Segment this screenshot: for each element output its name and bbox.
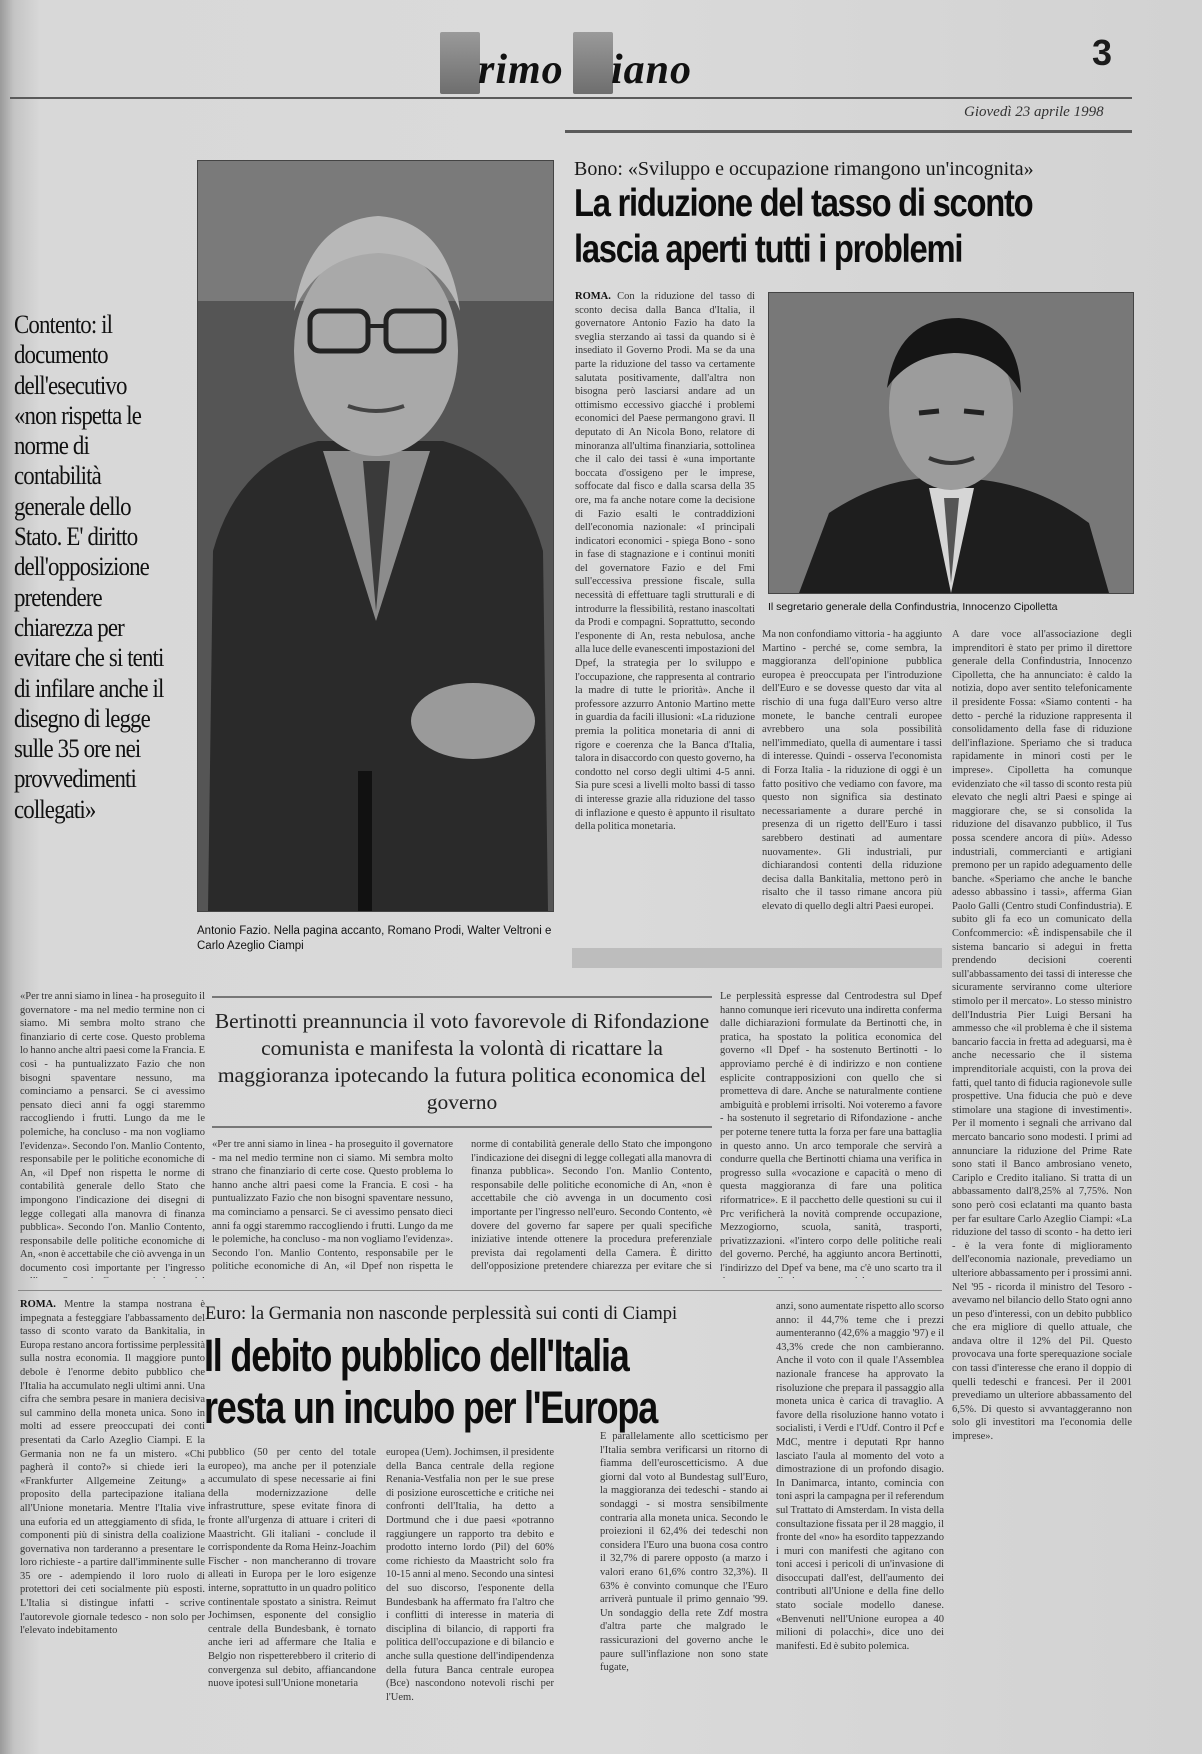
story3-column-5: anzi, sono aumentate rispetto allo scorso anno: il 44,7% teme che i prezzi aumenteranno (42,6% a maggio '97) e il 43,3% crede che non cambieranno. Anche il voto con il quale l'Assemblea nazionale francese ha approvato la risoluzione che prepara il passaggio alla moneta unica è carica di travaglio. A favore della risoluzione hanno votato i socialisti, i Verdi e l'Udf. Contro il Pcf e MdC, mentre i deputati Rpr hanno lasciato l'aula al momento del voto a dimostrazione di un profondo disagio. In Danimarca, intanto, comincia con toni aspri la campagna per il referendum sul Trattato di Amsterdam. In vista della consultazione fissata per il 28 maggio, il fronte del «no» ha esordito tappezzando i muri con manifesti che agitano con toni accesi i pericoli di un'invasione di disoccupati dall'est, dell'aumento dei contributi all'Unione e della fine dello stato sociale modello danese. «Benvenuti nell'Unione europea a 40 milioni di polacchi», dice uno dei manifesti. Ed è subito polemica. — [776, 1301, 944, 1652]
masthead-initial-p2 — [573, 32, 613, 94]
story1-column-2: Ma non confondiamo vittoria - ha aggiunto Martino - perché se, come sembra, la maggioranza dell'opinione pubblica europea è preoccupata per l'introduzione dell'Euro e se dovesse questo dar vita al rischio di una fuga dall'Euro verso altre monete, le banche centrali europee avrebbero una sola possibilità nell'immediato, quella di aumentare i tassi di interesse. Quindi - osserva l'economista di Forza Italia - la riduzione di oggi è un fatto positivo che vediamo con favore, ma questo non significa sia destinato necessariamente a durare perché in presenza di un rigetto dell'Euro i tassi sarebbero destinati ad aumentare nuovamente». Gli industriali, pur dichiarandosi contenti della riduzione decisa dalla Bankitalia, mettono però in risalto che il tasso rimane ancora più elevato di quello degli altri Paesi europei. — [762, 629, 942, 912]
issue-date: Giovedì 23 aprile 1998 — [964, 104, 1104, 120]
cipolletta-photo-caption: Il segretario generale della Confindustria, Innocenzo Cipolletta — [768, 601, 1058, 613]
fazio-photo-caption: Antonio Fazio. Nella pagina accanto, Romano Prodi, Walter Veltroni e Carlo Azeglio Ciampi — [197, 925, 552, 952]
story1-headline-line2: lascia aperti tutti i problemi — [574, 228, 963, 271]
story3-headline-line1: Il debito pubblico dell'Italia — [204, 1330, 629, 1381]
story3-column-3: europea (Uem). Jochimsen, il presidente della Banca centrale della regione Renania-Vestfalia non per le sue prese di posizione euroscettiche e critiche nei confronti dell'Italia, ha detto a Dortmund che i due paesi «potranno raggiungere un rapporto tra debito e prodotto interno lordo (Pil) del 60% come richiesto da Maastricht solo fra 10-15 anni al meno. Secondo una sintesi del suo discorso, l'esponente della Bundesbank ha affermato fra l'altro che i conflitti di interesse in materia di disciplina di bilancio, di rapporti fra politica dell'occupazione e di bilancio e anche sulla questione dell'indipendenza della futura Banca centrale europea (Bce) nascondono notevoli rischi per l'Uem. — [386, 1447, 554, 1703]
story3-column-2: pubblico (50 per cento del totale europeo), ma anche per il potenziale accumulato di spese necessarie ai fini della modernizzazione delle infrastrutture, spese evitate finora di fronte all'urgenza di attuare i criteri di Maastricht. Gli italiani - conclude il corrispondente da Roma Heinz-Joachim Fischer - non mancheranno di trovare alleati in Europa per le loro esigenze interne, soprattutto in un quadro politico continentale spostato a sinistra. Reimut Jochimsen, esponente del consiglio centrale della Bundesbank, è tornato anche ieri ad affermare che Italia e Belgio non rispetterebbero il criterio di convergenza sul debito, affiancandone nuove ipotesi sull'Unione monetaria — [208, 1447, 376, 1690]
story3-headline-line2: resta un incubo per l'Europa — [204, 1382, 658, 1433]
story2-column-1: «Per tre anni siamo in linea - ha proseguito il governatore - ma nel medio termine non ci siamo. Mi sembra molto strano che finanziario di certe cose. Questo problema lo hanno anche altri paesi come la Francia. E così - ha puntualizzato Fazio che non bisogni spaventare nessuno, ma cominciamo a pensarci. Se ci avessimo pensato dieci anni fa oggi staremmo raccogliendo i frutti. Lungo da me le polemiche, ha concluso - ma non vogliamo l'evidenza». Secondo l'on. Manlio Contento, responsabile per le politiche economiche di An, «il Dpef non rispetta le norme di contabilità generale dello Stato che impongono l'indicazione dei disegni di legge collegati alla manovra di finanza pubblica». Secondo l'on. Manlio Contento, responsabile delle politiche economiche di An, «non è accettabile che ciò avvenga in un documento così importante per l'ingresso — [20, 991, 205, 1274]
story2-deck: Bertinotti preannuncia il voto favorevole di Rifondazione comunista e manifesta la volontà di ricattare la maggioranza ipotecando la futura politica economica del governo — [212, 996, 712, 1128]
story1-column-1 — [575, 290, 755, 930]
pull-quote: Contento: il documento dell'esecutivo «non rispetta le norme di contabilità generale dello Stato. E' diritto dell'opposizione pretendere chiarezza per evitare che si tenti di infilare anche il disegno di legge sulle 35 ore nei provvedimenti collegati» — [14, 310, 164, 824]
masthead-initial-p1 — [440, 32, 480, 94]
masthead-rule — [10, 97, 1132, 99]
masthead-word-2: iano — [611, 47, 693, 93]
story1-top-rule — [565, 130, 1132, 133]
story3-dateline: ROMA. — [20, 1299, 56, 1310]
story2-column-1b: «Per tre anni siamo in linea - ha proseguito il governatore - ma nel medio termine non ci siamo. Mi sembra molto strano che finanziario di certe cose. Questo problema lo hanno anche altri paesi come la Francia. E così - ha puntualizzato Fazio che non bisogni spaventare nessuno, ma cominciamo a pensarci. Se ci avessimo pensato dieci anni fa oggi staremmo raccogliendo i frutti. Lungo da me le polemiche, ha concluso - ma non vogliamo l'evidenza». Secondo l'on. Manlio Contento, responsabile per le politiche economiche di An, «il Dpef non rispetta le norme di contabilità generale dello Stato che impongono l'indicazione dei disegni di legge collegati alla manovra di finanza pubblica». Secondo l'on. Manlio Contento, responsabile delle politiche economiche di An, «non è accettabile che ciò avvenga in un documento così importante per l'ingresso nell'euro. Secondo Contento, «è dovere del governo far sapere per quali specifiche iniziative intende ottenere la procedura preferenziale prevista dai regolamenti della Camera. È diritto dell'opposizione pretendere chiarezza per evitare che si — [212, 1139, 712, 1273]
fazio-photo-figure — [198, 161, 553, 911]
fazio-photo — [197, 160, 554, 912]
masthead-word-1: rimo — [478, 47, 564, 93]
story1-dateline: ROMA. — [575, 291, 611, 302]
story1-column-3: A dare voce all'associazione degli imprenditori è stato per primo il direttore generale della Confindustria, Innocenzo Cipolletta, che ha annunciato: è caldo la notizia, dopo aver sentito telefonicamente il presidente Fossa: «Siamo contenti - ha detto - perché la riduzione rappresenta il consolidamento della fase di riduzione dell'inflazione. Speriamo che si traduca rapidamente in minori costi per le imprese». Cipolletta ha comunque evidenziato che «il tasso di sconto resta più elevato che negli altri Paesi e spinge ai maggiorare che, se si consolida la riduzione del disavanzo pubblico, il Tus possa scendere ancora di più». Adesso industriali, commercianti e artigiani premono per un rapido adeguamento delle banche. «Speriamo che anche le banche adesso abbassino i tassi», afferma Gian Paolo Galli (Centro studi Confindustria). E subito gli fa eco un comunicato della Confcommercio: «È indispensabile che il sistema bancario si adegui in fretta prendendo decisioni coerenti sull'abbassamento dei tassi di interesse che sicuramente serviranno come ulteriore stimolo per il mercato». Lo stesso ministro dell'Industria Pier Luigi Bersani ha ammesso che «il problema è che il sistema bancario faccia in fretta ad adeguarsi, ma è anche necessario che il sistema imprenditoriale acquisti, con la prova dei fatti, quel tanto di fiducia ragionevole sulle prospettive. Una fiducia che può e deve stimolare una stagione di investimenti». Per il momento i segnali che arrivano dal mercato bancario sono modesti. I primi ad annunciare la riduzione del Prime Rate sono stati il Banco ambrosiano veneto, Cariplo e Credito italiano. Si tratta di un abbassamento dall'8,25% al 7,75%. Non sono però così eclatanti ma quanto basta per far esultare Carlo Azeglio Ciampi: «La riduzione del tasso di sconto - ha detto ieri - è la vera fonte di miglioramento dell'economia nazionale, prevediamo un ulteriore abbassamento per i prossimi anni. Nel '95 - ricorda il ministro del Tesoro - avevamo nel bilancio dello Stato ogni anno un peso d'interessi, con un debito pubblico che era migliore di quello attuale, che andava oltre il 12% del Pil. Questo provocava una forte sperequazione sociale con tassi d'interesse che erano il doppio di quelli tedeschi e francesi. Per il 2001 prevediamo un ulteriore abbassamento del 6,5%. Di questo si avvantaggeranno non solo gli investitori ma l'economia delle imprese». — [952, 629, 1132, 1443]
cipolletta-photo-figure — [769, 293, 1133, 593]
story3-kicker: Euro: la Germania non nasconde perplessità sui conti di Ciampi — [205, 1304, 678, 1324]
story1-headline-line1: La riduzione del tasso di sconto — [574, 182, 1033, 225]
masthead — [440, 28, 720, 98]
story1-kicker: Bono: «Sviluppo e occupazione rimangono un'incognita» — [574, 158, 1034, 180]
story3-column-1-text: Mentre la stampa nostrana è impegnata a festeggiare l'abbassamento del tasso di sconto varato da Bankitalia, in Europa restano ancora fortissime perplessità sulla nostra economia. Il maggiore punto debole è l'enorme debito pubblico che l'Italia ha accumulato negli ultimi anni. Una cifra che sembra pesare in maniera decisiva sul cammino della moneta unica. Sono in molti ad essere preoccupati dei conti presentati da Carlo Azeglio Ciampi. E la Germania non ne fa un mistero. «Chi pagherà il conto?» si chiede ieri la «Frankfurter Allgemeine Zeitung» a proposito della partecipazione italiana all'Unione monetaria. Mentre l'Italia vive una euforia ed un atteggiamento di sfida, le componenti più di sinistra della coalizione governativa non tarderanno a presentare le loro richieste - a partire dall'imminente sulle 35 ore - adempiendo il loro ruolo di protettori dei ceti socialmente più esposti. L'Italia si distingue infatti - scrive l'autorevole giornale tedesco - non solo per l'elevato indebitamento — [20, 1299, 205, 1637]
story2-bottom-rule — [18, 1290, 942, 1291]
divider-bar — [572, 948, 942, 968]
story1-column-1-text: Con la riduzione del tasso di sconto decisa dalla Banca d'Italia, il governatore Antonio Fazio ha dato la sveglia sterzando ai tassi da quando si è insediato il Governo Prodi. Ma se da una parte la riduzione del tasso va certamente salutata positivamente, dall'altra non bisogna però lasciarsi andare ad un ottimismo eccessivo giacché i problemi economici del Paese permangono gravi. Il deputato di An Nicola Bono, relatore di minoranza all'ultima finanziaria, sottolinea che il calo dei tassi è «una importante boccata d'ossigeno per le imprese, soffocate dal fisco e dalla scarsa della 35 ore, ma fa anche notare come la decisione di Fazio esalti le contraddizioni dell'economia nazionale: «I principali indicatori economici - spiega Bono - sono in fase di stagnazione e i continui moniti del governatore Fazio e del Fmi sull'eccessiva pressione fiscale, sulla necessità di effettuare tagli strutturali e di introdurre la flessibilità, restano inascoltati da Prodi e compagni. Soprattutto, secondo l'esponente di An, resta nebulosa, anche alla luce delle evanescenti impostazioni del Dpef, la strategia per lo sviluppo e l'occupazione, che rappresenta al contrario la madre di tutte le priorità». Anche il professore azzurro Antonio Martino mette in guardia da facili illusioni: «La riduzione premia la politica monetaria di anni di rigore e coerenza che la Banca d'Italia, talora in disaccordo con questo governo, ha condotto nel corso degli ultimi 4-5 anni. Sia pure scesi a livelli molto bassi di tasso di interesse grazie alla riduzione del tasso di inflazione e questo è appunto il risultato della politica monetaria. — [575, 291, 755, 833]
page-number: 3 — [1092, 32, 1113, 73]
story2-column-2: Le perplessità espresse dal Centrodestra sul Dpef hanno comunque ieri ricevuto una indiretta conferma dalle dichiarazioni formulate da Bertinotti che, in pratica, ha spostato la politica economica del governo «Il Dpef - ha sostenuto Bertinotti - lo approviamo perché è di indirizzo e non contiene esplicite contrapposizioni con quello che si prometteva di dare. Anche se naturalmente contiene ambiguità e problemi irrisolti. Noi voteremo a favore - ha sostenuto il segretario di Rifondazione - anche per poterne tenere tutta la forza per fare una battaglia in questo anno. Un arco temporale che servirà a condurre quella che Bertinotti chiama una verifica in progresso sulla «vocazione e capacità o meno di questa maggioranza di fare una politica riformatrice». E il pacchetto delle questioni su cui il Prc verificherà la novità comprende occupazione, Mezzogiorno, scuola, sanità, trasporti, privatizzazioni. «l'intero corpo delle politiche reali del governo. Perché, ha aggiunto ancora Bertinotti, l'indirizzo del Dpef va bene, ma c'è uno scarto tra il — [720, 991, 942, 1274]
story3-column-1 — [20, 1298, 205, 1754]
story3-column-4: E parallelamente allo scetticismo per l'Italia sembra verificarsi un ritorno di fiamma dell'euroscetticismo. A due giorni dal voto al Bundestag sull'Euro, la maggioranza dei tedeschi - stando ai sondaggi - si mostra sensibilmente contraria alla moneta unica. Secondo le proiezioni il 62,4% dei tedeschi non considera l'Euro una buona cosa contro il 32,7% di parere opposto (a marzo i valori erano 61,6% contro 32,3%). Il 63% è convinto comunque che l'Euro arriverà puntuale il primo gennaio '99. Un sondaggio della rete Zdf mostra d'altra parte che malgrado le rassicurazioni del governo anche le paure sull'inflazione non sono state fugate, — [600, 1431, 768, 1674]
cipolletta-photo — [768, 292, 1134, 594]
